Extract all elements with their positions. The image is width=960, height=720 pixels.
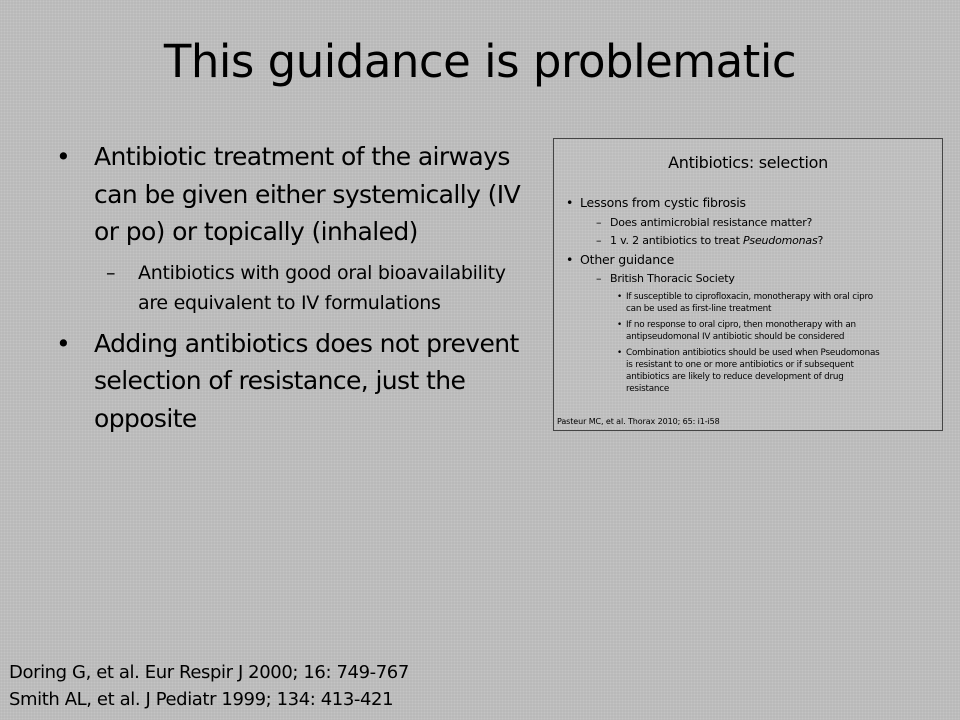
inset-point: antipseudomonal IV antibiotic should be considered [626,332,845,342]
inset-point: antibiotics are likely to reduce development of drug [626,372,844,382]
dash-icon: – [106,261,116,284]
inset-point: If no response to oral cipro, then monotherapy with an [626,320,856,330]
slide-title: This guidance is problematic [163,35,797,88]
inset-title: Antibiotics: selection [668,153,828,172]
inset-sub-bullet-italic: Pseudomonas [743,234,818,247]
inset-dash-icon: – [596,272,602,285]
inset-bullet: Lessons from cystic fibrosis [580,195,746,210]
inset-dash-icon: – [596,216,602,229]
inset-point-dot-icon: • [617,320,622,330]
inset-slide-image [553,138,943,431]
inset-sub-bullet: British Thoracic Society [610,272,735,285]
bullet-item [54,325,534,438]
sub-bullet-text: Antibiotics with good oral bioavailability are equivalent to IV formulations [138,261,506,314]
inset-citation: Pasteur MC, et al. Thorax 2010; 65: i1-i58 [557,417,720,426]
bullet-list [54,138,534,437]
reference-item: Doring G, et al. Eur Respir J 2000; 16: 749-767 [9,662,409,683]
inset-point: can be used as first-line treatment [626,304,772,314]
inset-point: is resistant to one or more antibiotics or if subsequent [626,360,854,370]
bullet-text: Adding antibiotics does not prevent selection of resistance, just the opposite [94,328,519,433]
inset-dash-icon: – [596,234,602,247]
inset-point-dot-icon: • [617,292,622,302]
inset-sub-bullet-text: 1 v. 2 antibiotics to treat [610,234,743,247]
sub-bullet-item [54,258,534,318]
inset-point: Combination antibiotics should be used when Pseudomonas [626,348,880,358]
references [9,659,409,713]
bullet-text: Antibiotic treatment of the airways can be given either systemically (IV or po) or topically (inhaled) [94,142,521,246]
reference-item: Smith AL, et al. J Pediatr 1999; 134: 413-421 [9,689,394,710]
inset-bullet: Other guidance [580,252,675,267]
inset-sub-bullet [610,234,823,247]
inset-sub-bullet-text: ? [817,234,824,247]
bullet-dot-icon: • [56,328,71,358]
inset-point-dot-icon: • [617,348,622,358]
inset-point: If susceptible to ciprofloxacin, monotherapy with oral cipro [626,292,873,302]
inset-bullet-dot-icon: • [566,252,574,267]
inset-bullet-dot-icon: • [566,195,574,210]
bullet-dot-icon: • [56,142,71,171]
inset-point: resistance [626,384,670,394]
inset-sub-bullet: Does antimicrobial resistance matter? [610,216,813,229]
bullet-item [54,138,534,251]
